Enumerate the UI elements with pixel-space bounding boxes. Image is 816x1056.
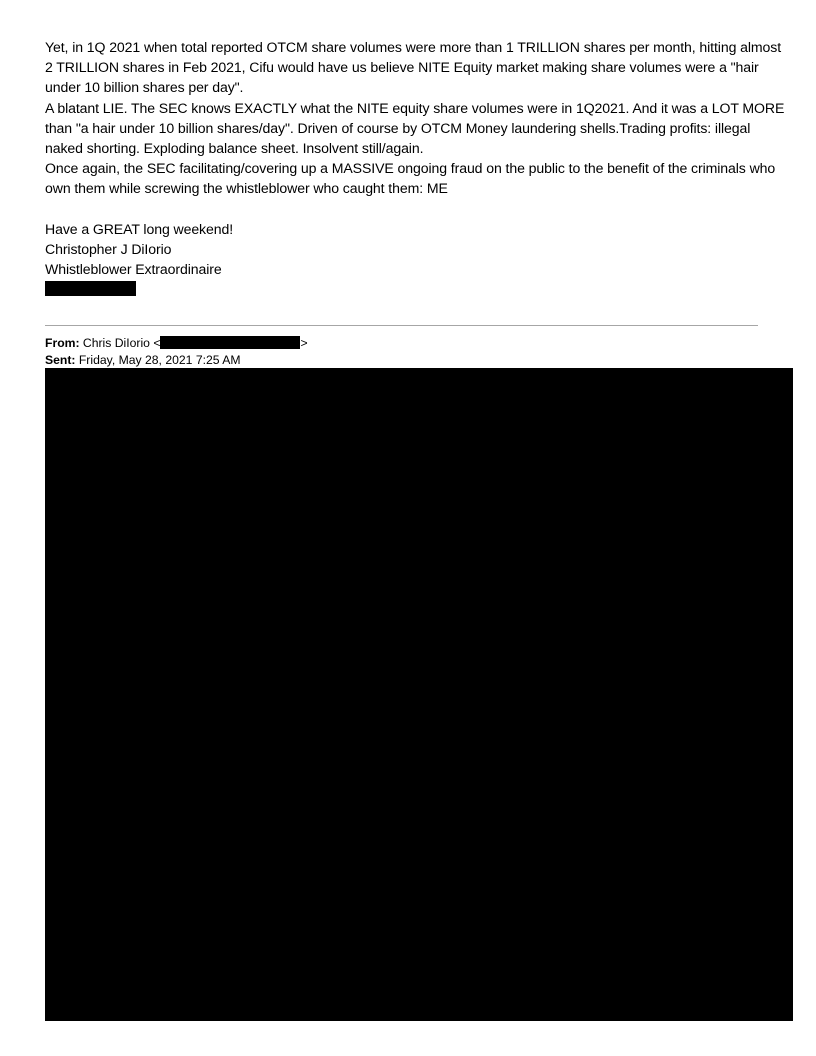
quoted-message-divider [45, 325, 758, 326]
sent-line [45, 352, 308, 369]
redaction-box-email [160, 336, 300, 349]
from-line [45, 335, 308, 352]
signature-name: Christopher J DiIorio [45, 240, 172, 257]
quoted-message-header [45, 335, 308, 369]
closing-line: Have a GREAT long weekend! [45, 220, 234, 237]
redaction-box-message-body [45, 368, 793, 1021]
from-name: Chris DiIorio < [82, 336, 161, 350]
signature-title: Whistleblower Extraordinaire [45, 261, 222, 278]
sent-label: Sent: [45, 353, 76, 367]
redaction-box-signature [45, 281, 136, 296]
email-paragraph: Yet, in 1Q 2021 when total reported OTCM share volumes were more than 1 TRILLION shares per month, hitting almost 2 TRILLION shares in Feb 2021, Cifu would have us believe NITE Equity market making share volumes were a "hair under 10 billion shares per day". [45, 39, 782, 96]
email-paragraph: A blatant LIE. The SEC knows EXACTLY what the NITE equity share volumes were in 1Q2021. And it was a LOT MORE than "a hair under 10 billion shares/day". Driven of course by OTCM Money laundering shells.Trading profits: illegal naked shorting. Exploding balance sheet. Insolvent still/again. [45, 99, 785, 157]
paragraph-gap [45, 199, 785, 219]
email-body [45, 37, 785, 296]
sent-value: Friday, May 28, 2021 7:25 AM [78, 353, 241, 367]
email-paragraph: Once again, the SEC facilitating/covering up a MASSIVE ongoing fraud on the public to the benefit of the criminals who own them while screwing the whistleblower who caught them: ME [45, 160, 776, 197]
from-label: From: [45, 336, 80, 350]
from-suffix: > [300, 336, 308, 350]
